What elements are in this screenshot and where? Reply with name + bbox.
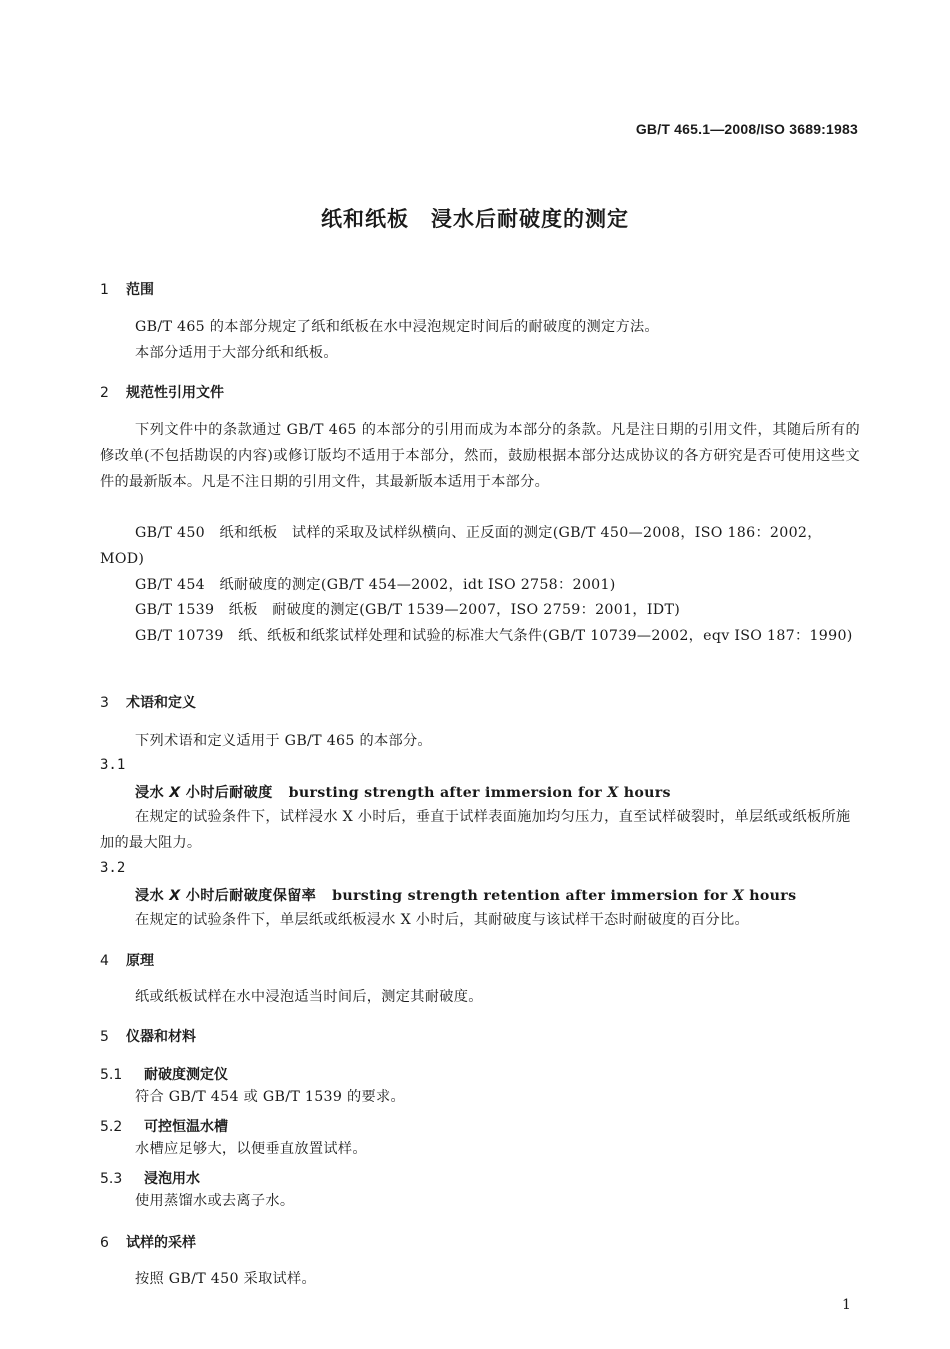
subsection-number: 5.1 (100, 1067, 123, 1083)
paragraph: 下列文件中的条款通过 GB/T 465 的本部分的引用而成为本部分的条款。凡是注日期的引用文件，其随后所有的修改单(不包括勘误的内容)或修订版均不适用于本部分，然而，鼓励根据本部分达成协议的各方研究是否可使用这些文件的最新版本。凡是不注日期的引用文件，其最新版本适用于本部分。 (100, 422, 860, 490)
subsection-5-3-heading (100, 1168, 200, 1188)
term-3-1 (135, 782, 671, 802)
section-2-heading (100, 382, 224, 402)
paragraph: 纸或纸板试样在水中浸泡适当时间后，测定其耐破度。 (135, 989, 483, 1005)
paragraph: 使用蒸馏水或去离子水。 (135, 1193, 295, 1209)
subsection-title: 可控恒温水槽 (144, 1119, 228, 1135)
term-definition: 在规定的试验条件下，试样浸水 X 小时后，垂直于试样表面施加均匀压力，直至试样破裂时，单层纸或纸板所施加的最大阻力。 (100, 809, 851, 851)
section-title: 术语和定义 (126, 695, 196, 711)
term-en: bursting strength retention after immersion for X hours (332, 888, 797, 904)
reference-item: GB/T 450 纸和纸板 试样的采取及试样纵横向、正反面的测定(GB/T 450—2008，ISO 186：2002，MOD) (100, 525, 822, 567)
subsection-number: 5.2 (100, 1119, 123, 1135)
section-number: 1 (100, 282, 109, 298)
paragraph: 本部分适用于大部分纸和纸板。 (135, 345, 338, 361)
paragraph: 按照 GB/T 450 采取试样。 (135, 1271, 317, 1287)
subsection-number: 5.3 (100, 1171, 123, 1187)
standard-code: GB/T 465.1—2008/ISO 3689:1983 (635, 121, 858, 137)
term-cn: 浸水 X 小时后耐破度保留率 (135, 888, 317, 904)
subsection-title: 耐破度测定仪 (144, 1067, 228, 1083)
paragraph: GB/T 465 的本部分规定了纸和纸板在水中浸泡规定时间后的耐破度的测定方法。 (135, 319, 659, 335)
section-title: 原理 (126, 953, 154, 969)
term-en: bursting strength after immersion for X hours (288, 785, 671, 801)
section-3-heading (100, 692, 196, 712)
paragraph: 水槽应足够大，以便垂直放置试样。 (135, 1141, 367, 1157)
section-number: 5 (100, 1029, 109, 1045)
reference-item: GB/T 10739 纸、纸板和纸浆试样处理和试验的标准大气条件(GB/T 10739—2002，eqv ISO 187：1990) (135, 628, 853, 644)
term-number: 3.1 (100, 757, 126, 773)
reference-item: GB/T 454 纸耐破度的测定(GB/T 454—2002，idt ISO 2758：2001) (135, 577, 616, 593)
subsection-title: 浸泡用水 (144, 1171, 200, 1187)
term-number: 3.2 (100, 860, 126, 876)
page-number: 1 (842, 1297, 851, 1313)
section-5-heading (100, 1026, 196, 1046)
section-number: 6 (100, 1235, 109, 1251)
reference-item: GB/T 1539 纸板 耐破度的测定(GB/T 1539—2007，ISO 2759：2001，IDT) (135, 602, 681, 618)
section-4-heading (100, 950, 154, 970)
term-cn: 浸水 X 小时后耐破度 (135, 785, 273, 801)
subsection-5-1-heading (100, 1064, 228, 1084)
paragraph: 符合 GB/T 454 或 GB/T 1539 的要求。 (135, 1089, 405, 1105)
term-3-2 (135, 885, 796, 905)
paragraph: 下列术语和定义适用于 GB/T 465 的本部分。 (135, 733, 432, 749)
subsection-5-2-heading (100, 1116, 228, 1136)
section-number: 4 (100, 953, 109, 969)
term-definition: 在规定的试验条件下，单层纸或纸板浸水 X 小时后，其耐破度与该试样干态时耐破度的百分比。 (135, 912, 750, 928)
section-1-heading (100, 279, 154, 299)
section-6-heading (100, 1232, 196, 1252)
section-title: 试样的采样 (126, 1235, 196, 1251)
document-title: 纸和纸板 浸水后耐破度的测定 (321, 207, 629, 231)
section-number: 2 (100, 385, 109, 401)
section-title: 仪器和材料 (126, 1029, 196, 1045)
section-title: 规范性引用文件 (126, 385, 224, 401)
section-title: 范围 (126, 282, 154, 298)
section-number: 3 (100, 695, 109, 711)
